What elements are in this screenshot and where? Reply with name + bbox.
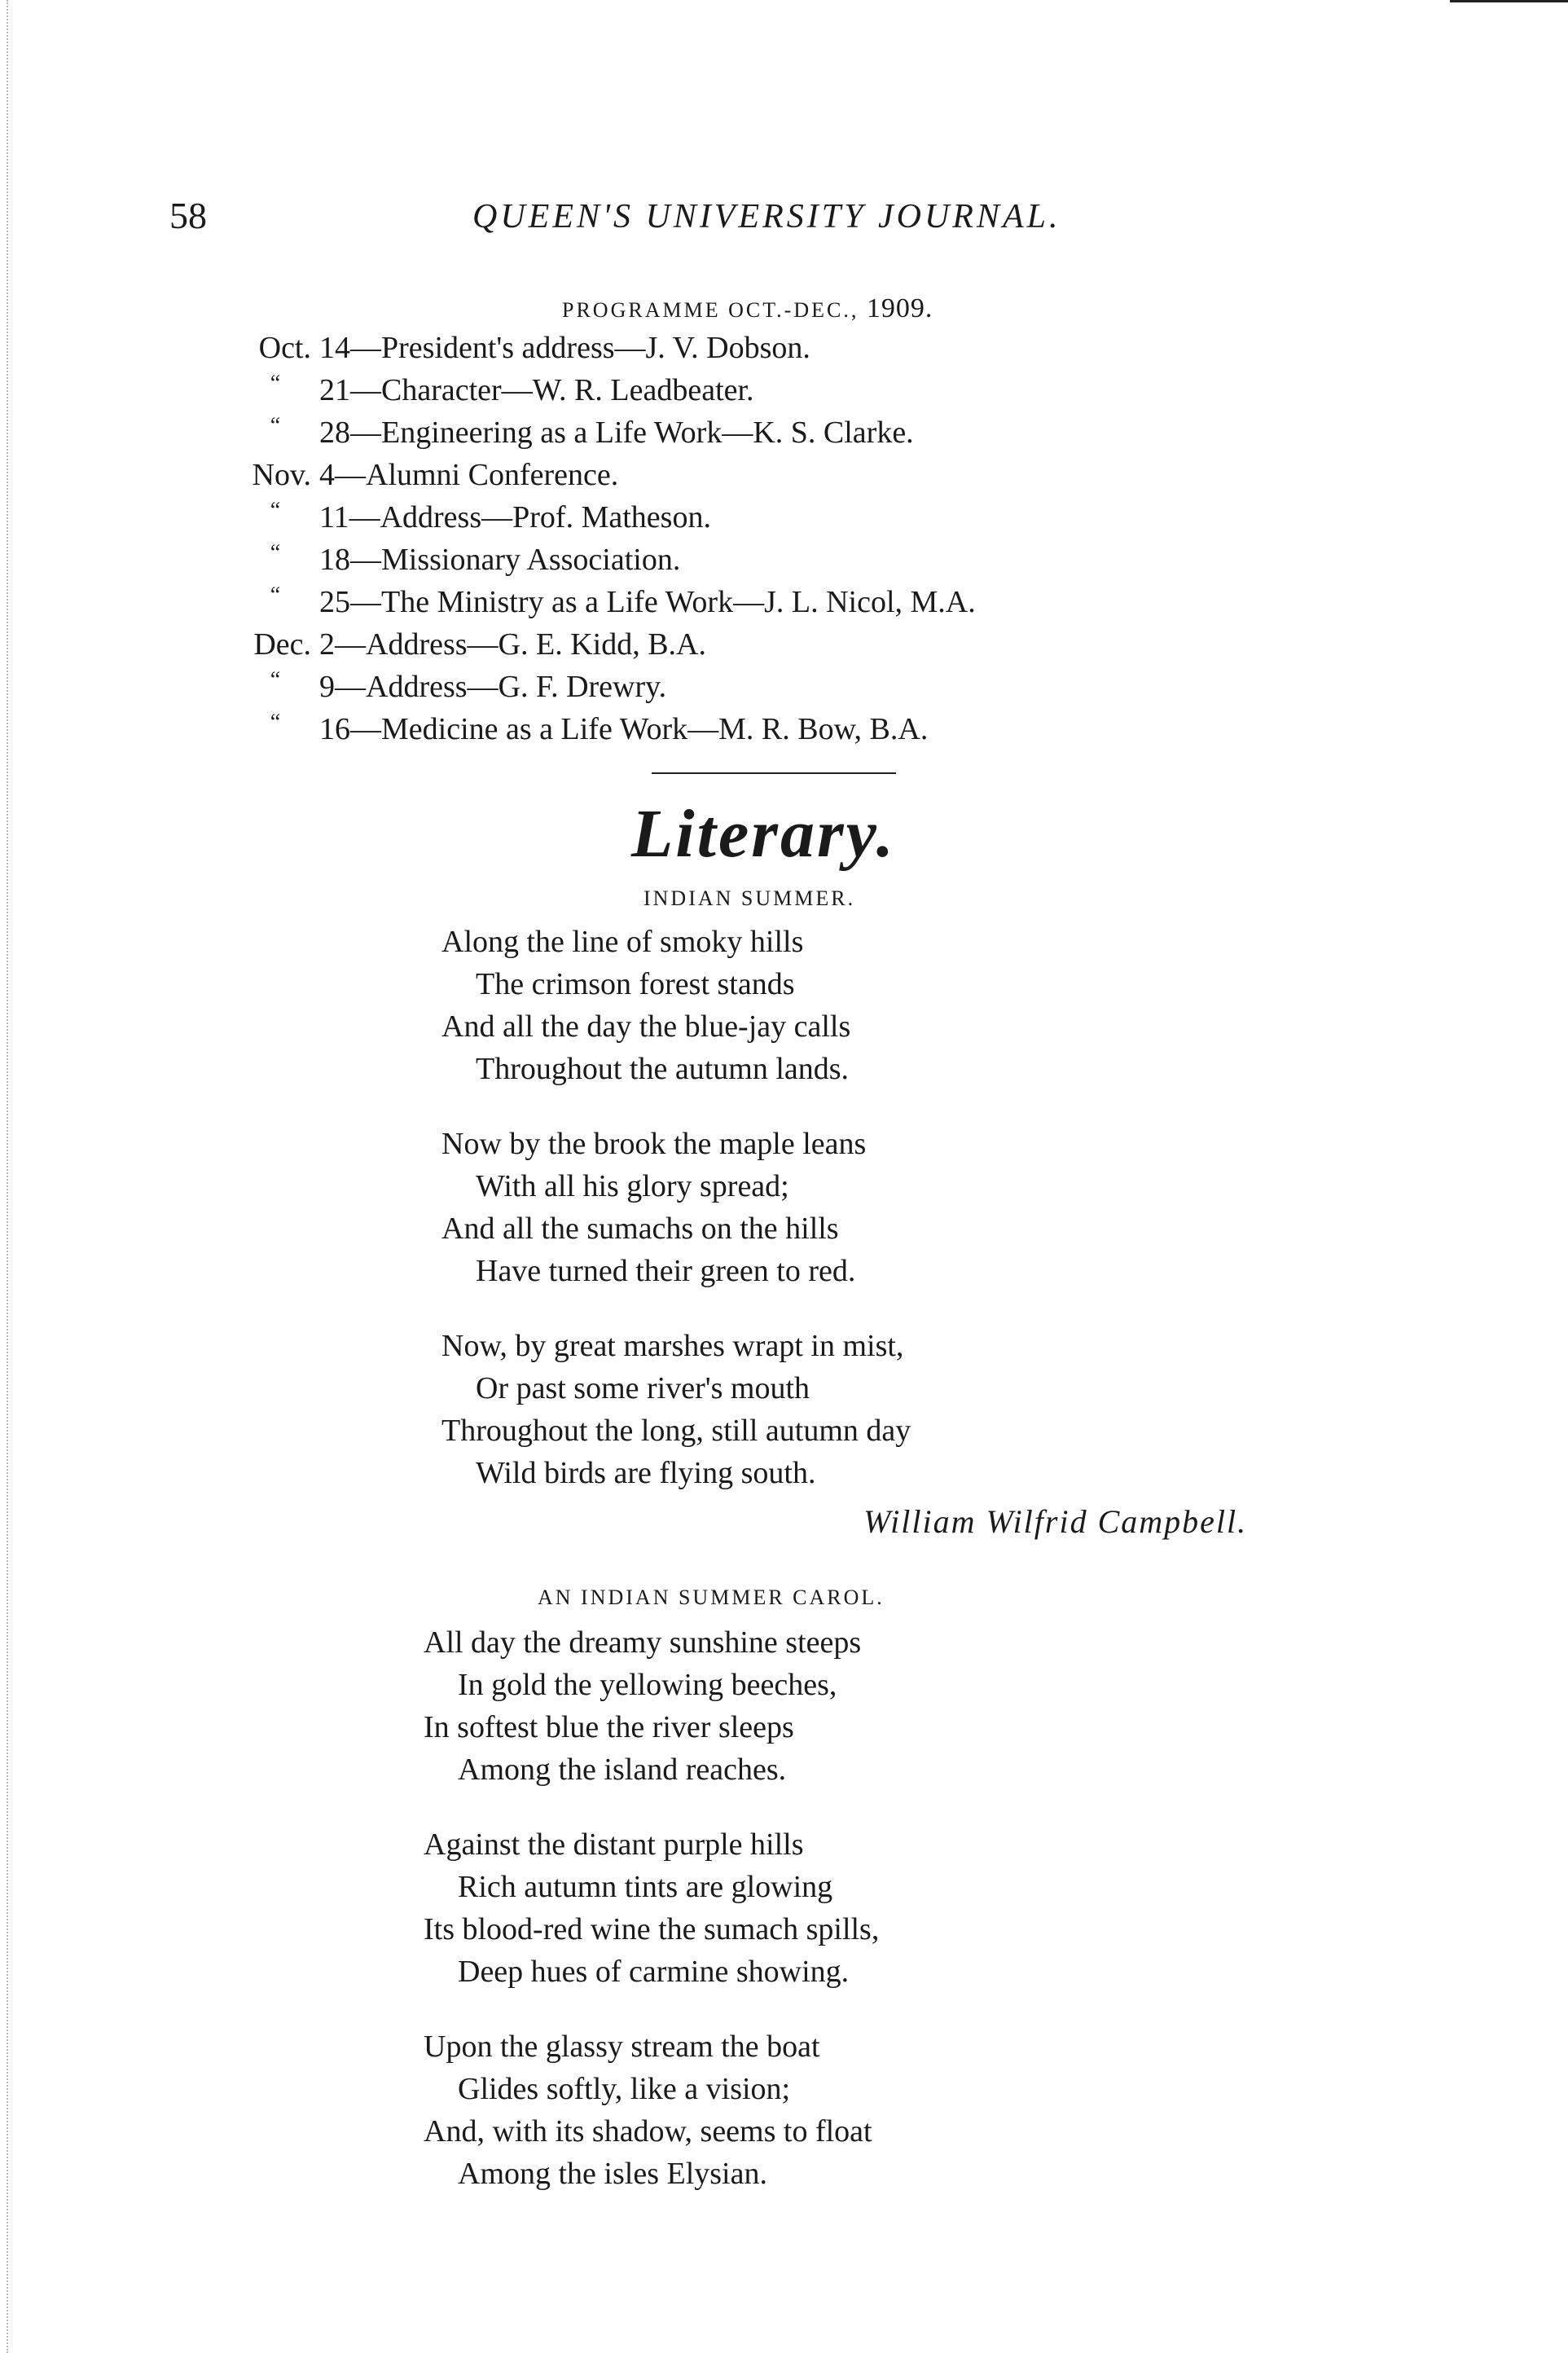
ditto-mark: “ bbox=[270, 710, 281, 735]
running-header: QUEEN'S UNIVERSITY JOURNAL. bbox=[472, 198, 1061, 235]
poem-line: The crimson forest stands bbox=[476, 967, 795, 1001]
poem-line: And all the sumachs on the hills bbox=[441, 1212, 839, 1246]
section-divider bbox=[652, 772, 896, 774]
poem-line: With all his glory spread; bbox=[476, 1169, 789, 1203]
poem-line: Now, by great marshes wrapt in mist, bbox=[441, 1329, 904, 1363]
page-number: 58 bbox=[169, 195, 207, 236]
poem-line: Upon the glassy stream the boat bbox=[424, 2030, 820, 2064]
programme-row bbox=[0, 709, 1568, 750]
programme-month: Dec. bbox=[253, 627, 311, 662]
programme-row bbox=[0, 666, 1568, 707]
poem-line: Or past some river's mouth bbox=[476, 1371, 810, 1405]
programme-entry: 11—Address—Prof. Matheson. bbox=[319, 500, 711, 534]
programme-row bbox=[0, 539, 1568, 580]
programme-entry: 28—Engineering as a Life Work—K. S. Clarke. bbox=[319, 416, 914, 450]
poem-line: Throughout the autumn lands. bbox=[476, 1052, 850, 1086]
stanza-break bbox=[441, 1090, 911, 1123]
programme-entry: 9—Address—G. F. Drewry. bbox=[319, 670, 667, 704]
poem-title: AN INDIAN SUMMER CAROL. bbox=[538, 1586, 885, 1609]
poem-line: In gold the yellowing beeches, bbox=[458, 1668, 837, 1702]
ditto-mark: “ bbox=[270, 371, 281, 396]
poem-line: Rich autumn tints are glowing bbox=[458, 1870, 833, 1904]
poem-line: All day the dreamy sunshine steeps bbox=[424, 1625, 862, 1660]
programme-row bbox=[0, 412, 1568, 453]
poem-line: Deep hues of carmine showing. bbox=[458, 1955, 850, 1989]
poem-line: In softest blue the river sleeps bbox=[424, 1710, 794, 1744]
poem-line: Throughout the long, still autumn day bbox=[441, 1414, 911, 1448]
top-rule bbox=[1450, 0, 1568, 2]
stanza-break bbox=[424, 1791, 879, 1823]
programme-month: Nov. bbox=[252, 458, 311, 492]
programme-entry: 4—Alumni Conference. bbox=[319, 458, 619, 492]
poem-indian-summer-carol bbox=[424, 1621, 879, 2195]
ditto-mark: “ bbox=[270, 498, 281, 523]
poem-line: Among the island reaches. bbox=[458, 1753, 787, 1787]
poem-line: Against the distant purple hills bbox=[424, 1827, 804, 1862]
poem-line: Glides softly, like a vision; bbox=[458, 2072, 791, 2106]
programme-entry: 21—Character—W. R. Leadbeater. bbox=[319, 373, 754, 407]
ditto-mark: “ bbox=[270, 667, 281, 693]
programme-row bbox=[0, 455, 1568, 495]
poem-line: And all the day the blue-jay calls bbox=[441, 1009, 851, 1044]
ditto-mark: “ bbox=[270, 583, 281, 608]
programme-row bbox=[0, 497, 1568, 538]
programme-row bbox=[0, 328, 1568, 368]
stanza-break bbox=[441, 1292, 911, 1325]
poem-line: Have turned their green to red. bbox=[476, 1254, 856, 1288]
ditto-mark: “ bbox=[270, 540, 281, 565]
programme-row bbox=[0, 370, 1568, 411]
programme-row bbox=[0, 582, 1568, 622]
programme-entry: 18—Missionary Association. bbox=[319, 543, 681, 577]
programme-title-text: PROGRAMME OCT.-DEC., bbox=[562, 298, 859, 322]
stanza-break bbox=[424, 1993, 879, 2025]
programme-entry: 2—Address—G. E. Kidd, B.A. bbox=[319, 627, 706, 662]
poem-line: Its blood-red wine the sumach spills, bbox=[424, 1912, 880, 1946]
programme-entry: 25—The Ministry as a Life Work—J. L. Nicol, M.A. bbox=[319, 585, 976, 619]
poem-line: Along the line of smoky hills bbox=[441, 925, 804, 959]
poem-indian-summer bbox=[441, 921, 911, 1494]
poem-line: Now by the brook the maple leans bbox=[441, 1127, 867, 1161]
programme-month: Oct. bbox=[258, 331, 311, 365]
programme-entry: 14—President's address—J. V. Dobson. bbox=[319, 331, 810, 365]
poem-title: INDIAN SUMMER. bbox=[643, 886, 856, 910]
ditto-mark: “ bbox=[270, 413, 281, 438]
poem-author: William Wilfrid Campbell. bbox=[863, 1503, 1248, 1540]
programme-title bbox=[562, 293, 933, 324]
poem-line: Wild birds are flying south. bbox=[476, 1456, 816, 1490]
programme-entry: 16—Medicine as a Life Work—M. R. Bow, B.A. bbox=[319, 712, 929, 746]
programme-row bbox=[0, 624, 1568, 665]
section-title: Literary. bbox=[631, 796, 896, 872]
poem-line: And, with its shadow, seems to float bbox=[424, 2114, 872, 2148]
programme-year: 1909. bbox=[866, 293, 933, 323]
poem-line: Among the isles Elysian. bbox=[458, 2157, 767, 2191]
